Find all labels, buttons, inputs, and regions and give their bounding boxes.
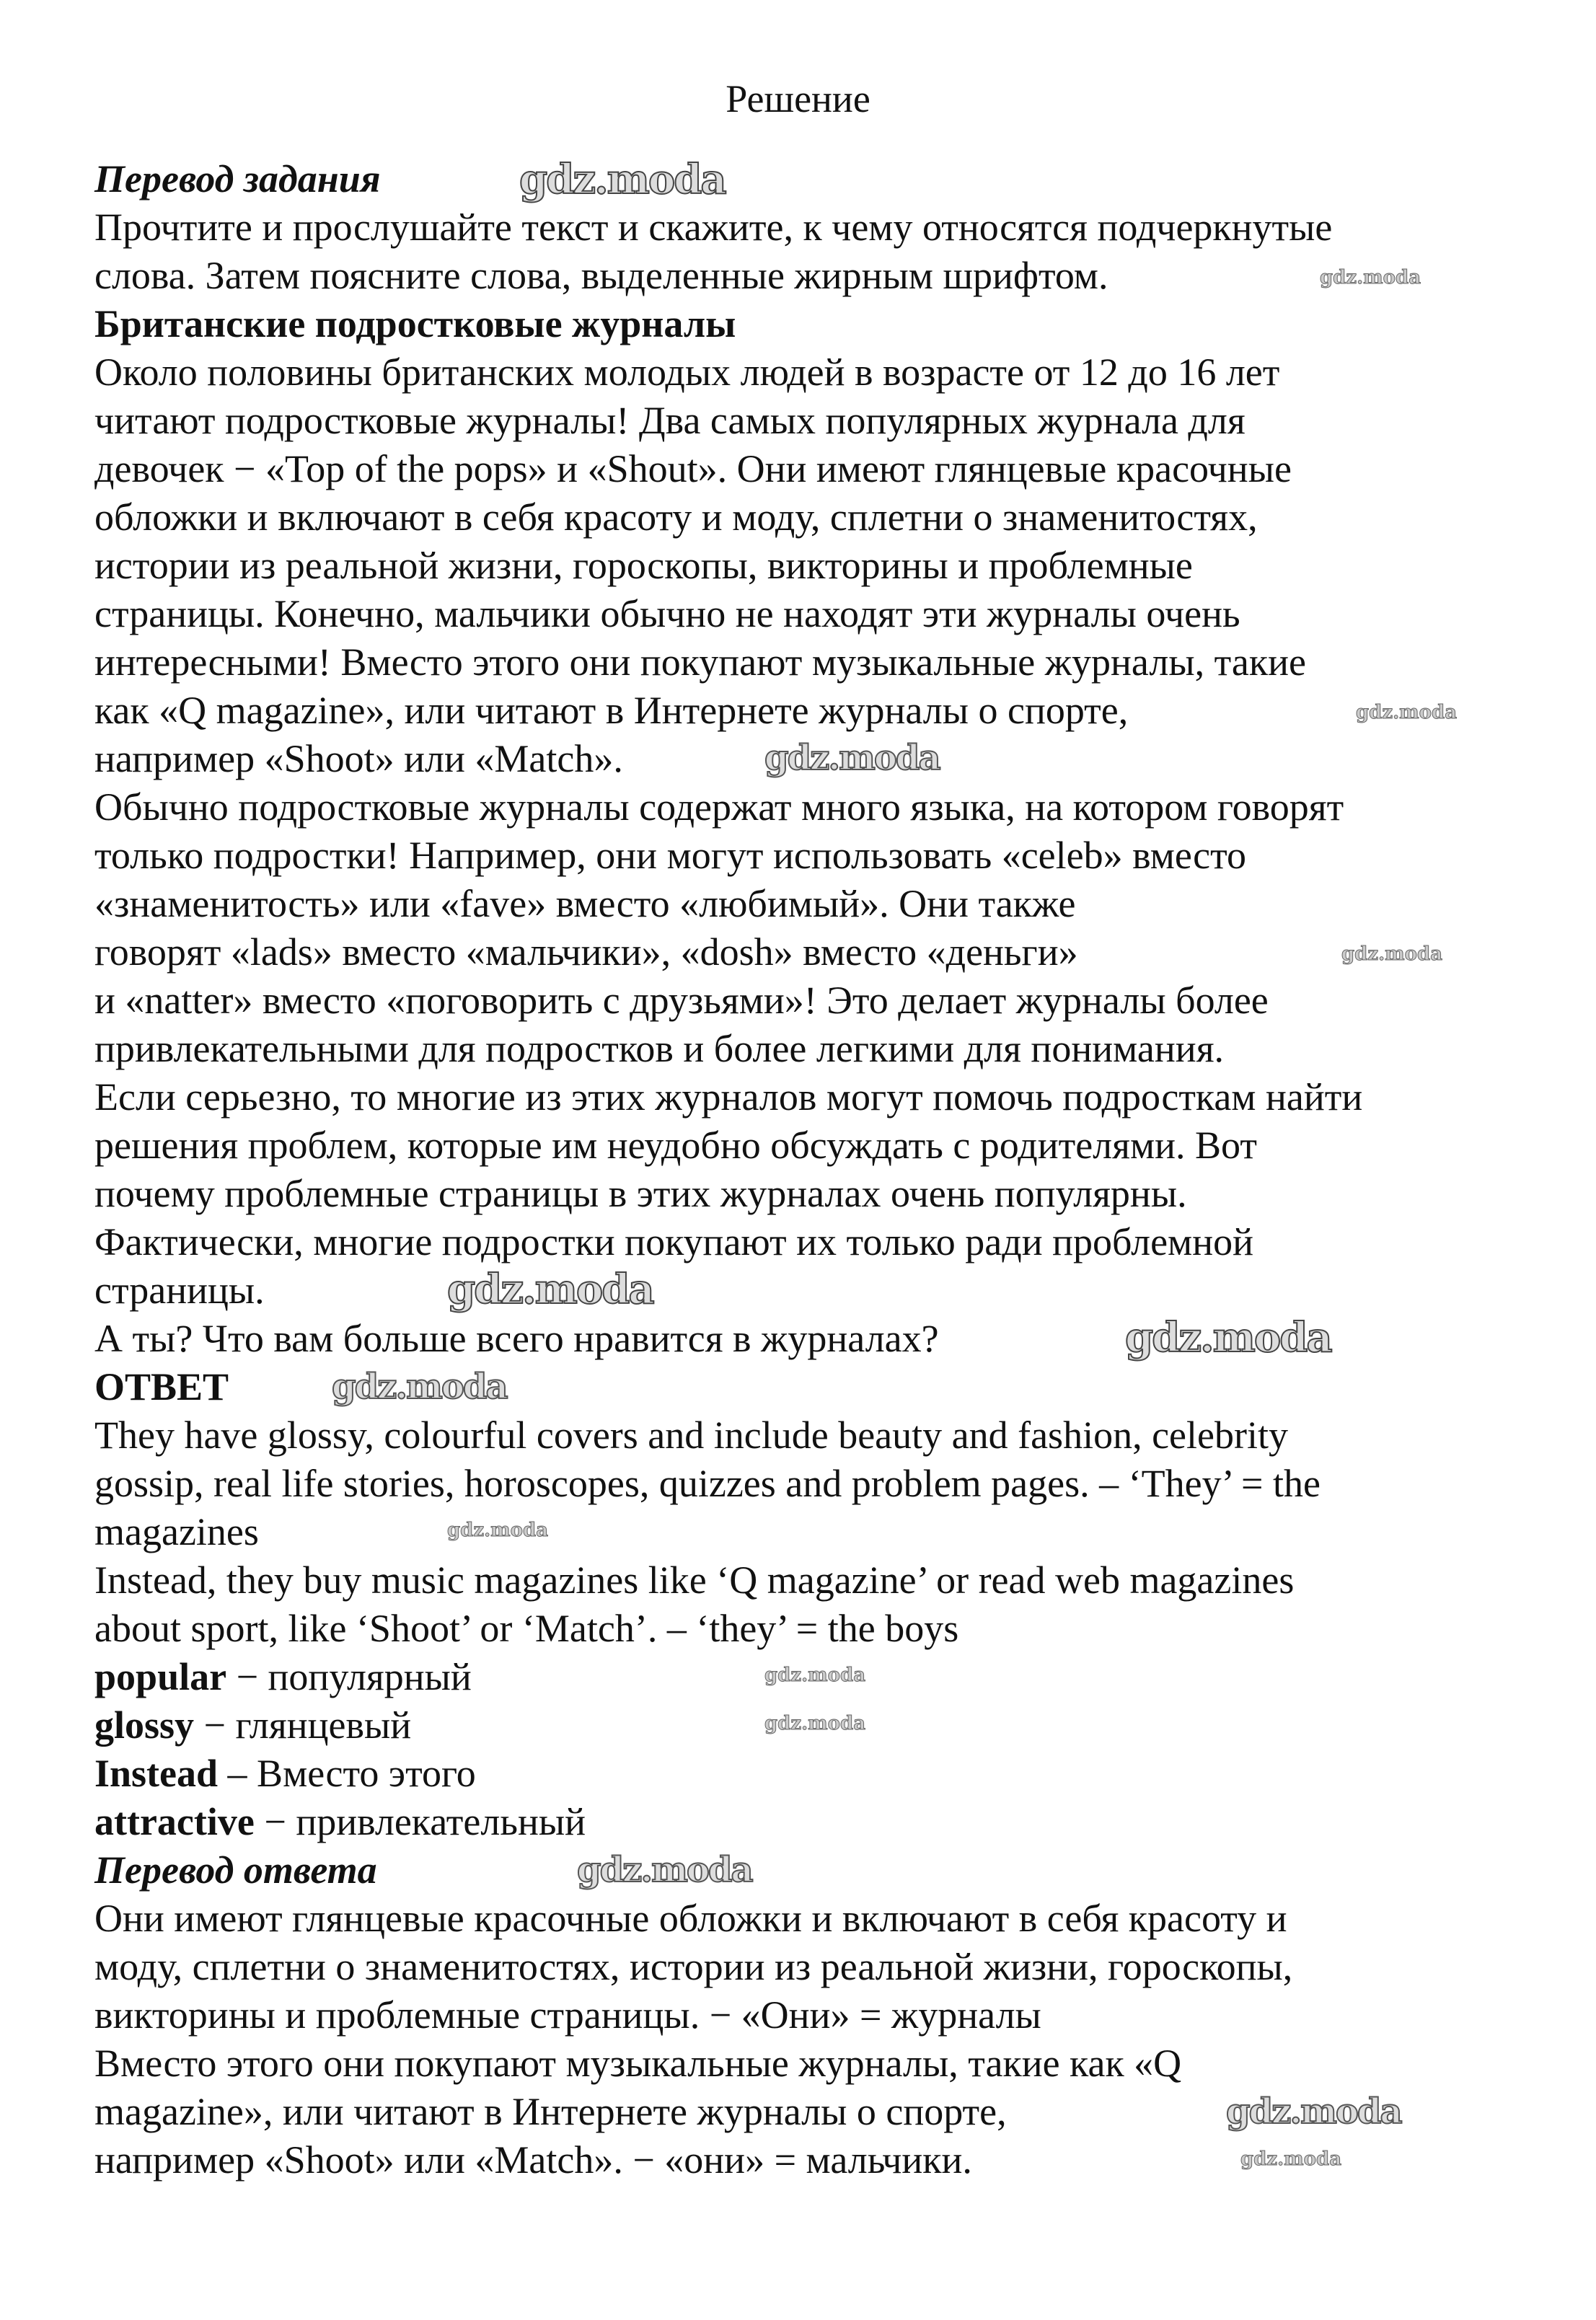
text-line: читают подростковые журналы! Два самых популярных журнала для xyxy=(94,399,1246,442)
vocab-item xyxy=(94,1798,586,1846)
watermark: gdz.moda xyxy=(764,1713,866,1734)
vocab-item xyxy=(94,1701,411,1750)
text-line: слова. Затем поясните слова, выделенные жирным шрифтом. xyxy=(94,254,1108,297)
text-line: обложки и включают в себя красоту и моду, сплетни о знаменитостях, xyxy=(94,495,1258,539)
text-line: Вместо этого они покупают музыкальные журналы, такие как «Q xyxy=(94,2042,1182,2085)
vocab-item xyxy=(94,1653,472,1701)
answer-heading: ОТВЕТ xyxy=(94,1365,229,1408)
text-line: страницы. xyxy=(94,1269,265,1312)
article-title: Британские подростковые журналы xyxy=(94,302,736,345)
watermark: gdz.moda xyxy=(332,1367,507,1407)
text-line: about sport, like ‘Shoot’ or ‘Match’. – ‘they’ = the boys xyxy=(94,1607,959,1650)
text-line: моду, сплетни о знаменитостях, истории из реальной жизни, гороскопы, xyxy=(94,1945,1293,1988)
watermark: gdz.moda xyxy=(1125,1314,1331,1362)
page-title: Решение xyxy=(726,77,870,120)
text-line: magazine», или читают в Интернете журналы о спорте, xyxy=(94,2090,1007,2133)
text-line: страницы. Конечно, мальчики обычно не находят эти журналы очень xyxy=(94,592,1240,635)
text-line: Фактически, многие подростки покупают их только ради проблемной xyxy=(94,1220,1254,1263)
vocab-word: Instead xyxy=(94,1752,219,1795)
text-line: привлекательными для подростков и более легкими для понимания. xyxy=(94,1027,1225,1070)
vocab-meaning: – Вместо этого xyxy=(218,1752,476,1795)
text-line: magazines xyxy=(94,1510,259,1553)
watermark: gdz.moda xyxy=(577,1850,752,1890)
watermark: gdz.moda xyxy=(764,738,940,778)
text-line: Обычно подростковые журналы содержат много языка, на котором говорят xyxy=(94,785,1344,829)
section-heading-answer-translation: Перевод ответа xyxy=(94,1848,377,1892)
text-line: почему проблемные страницы в этих журналах очень популярны. xyxy=(94,1172,1187,1215)
watermark: gdz.moda xyxy=(764,1664,866,1686)
watermark: gdz.moda xyxy=(1226,2091,1401,2132)
vocab-meaning: − глянцевый xyxy=(194,1703,412,1747)
text-line: как «Q magazine», или читают в Интернете журналы о спорте, xyxy=(94,689,1129,732)
section-heading-task-translation: Перевод задания xyxy=(94,157,381,200)
watermark: gdz.moda xyxy=(447,1520,549,1541)
text-line: They have glossy, colourful covers and include beauty and fashion, celebrity xyxy=(94,1413,1288,1457)
watermark: gdz.moda xyxy=(519,156,726,203)
vocab-word: attractive xyxy=(94,1800,255,1843)
text-line: девочек − «Top of the pops» и «Shout». Они имеют глянцевые красочные xyxy=(94,447,1292,490)
text-line: истории из реальной жизни, гороскопы, викторины и проблемные xyxy=(94,544,1193,587)
text-line: интересными! Вместо этого они покупают музыкальные журналы, такие xyxy=(94,640,1306,684)
watermark: gdz.moda xyxy=(1320,267,1421,288)
text-line: Instead, they buy music magazines like ‘Q magazine’ or read web magazines xyxy=(94,1558,1295,1602)
text-line: Если серьезно, то многие из этих журналов могут помочь подросткам найти xyxy=(94,1075,1363,1119)
text-line: Они имеют глянцевые красочные обложки и включают в себя красоту и xyxy=(94,1897,1287,1940)
text-line: решения проблем, которые им неудобно обсуждать с родителями. Вот xyxy=(94,1124,1257,1167)
text-line: Около половины британских молодых людей в возрасте от 12 до 16 лет xyxy=(94,350,1280,394)
text-line: «знаменитость» или «fave» вместо «любимый». Они также xyxy=(94,882,1076,925)
text-line: например «Shoot» или «Match». xyxy=(94,737,623,780)
vocab-word: popular xyxy=(94,1655,227,1698)
text-line: Прочтите и прослушайте текст и скажите, к чему относятся подчеркнутые xyxy=(94,206,1333,249)
text-line: и «natter» вместо «поговорить с друзьями»! Это делает журналы более xyxy=(94,979,1269,1022)
watermark: gdz.moda xyxy=(447,1266,653,1313)
vocab-meaning: − популярный xyxy=(226,1655,472,1698)
watermark: gdz.moda xyxy=(1341,943,1443,965)
vocab-item xyxy=(94,1750,476,1798)
text-line: например «Shoot» или «Match». − «они» = мальчики. xyxy=(94,2138,972,2182)
vocab-meaning: − привлекательный xyxy=(254,1800,586,1843)
text-line: только подростки! Например, они могут использовать «celeb» вместо xyxy=(94,834,1247,877)
text-line: говорят «lads» вместо «мальчики», «dosh» вместо «деньги» xyxy=(94,930,1078,974)
watermark: gdz.moda xyxy=(1240,2148,1342,2170)
watermark: gdz.moda xyxy=(1356,702,1458,723)
text-line: викторины и проблемные страницы. − «Они» = журналы xyxy=(94,1993,1041,2037)
vocab-word: glossy xyxy=(94,1703,195,1747)
text-line: gossip, real life stories, horoscopes, quizzes and problem pages. – ‘They’ = the xyxy=(94,1462,1321,1505)
text-line: А ты? Что вам больше всего нравится в журналах? xyxy=(94,1317,939,1360)
